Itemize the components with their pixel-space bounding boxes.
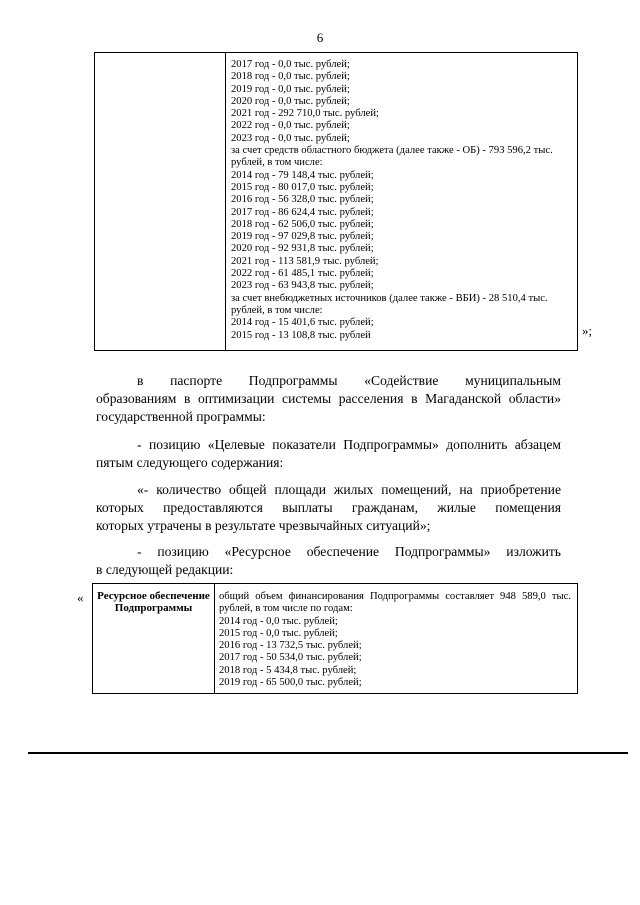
funding-line: 2018 год - 0,0 тыс. рублей; bbox=[231, 71, 350, 83]
funding-line: 2020 год - 92 931,8 тыс. рублей; bbox=[231, 243, 374, 255]
table-label-cell bbox=[95, 53, 226, 350]
funding-line: 2016 год - 56 328,0 тыс. рублей; bbox=[231, 194, 374, 206]
paragraph-line: в паспорте Подпрограммы «Содействие муниципальным bbox=[137, 373, 561, 388]
paragraph-line: государственной программы: bbox=[96, 409, 266, 424]
closing-quote: »; bbox=[582, 323, 593, 338]
funding-line: 2020 год - 0,0 тыс. рублей; bbox=[231, 95, 350, 107]
funding-line: 2021 год - 292 710,0 тыс. рублей; bbox=[231, 108, 379, 120]
funding-line: 2014 год - 15 401,6 тыс. рублей; bbox=[231, 317, 374, 329]
page-number: 6 bbox=[316, 30, 324, 45]
funding-total-line: общий объем финансирования Подпрограммы составляет 948 589,0 тыс. рублей, в том числе по годам: bbox=[219, 591, 571, 615]
table-value-cell bbox=[231, 59, 571, 342]
funding-line: 2016 год - 13 732,5 тыс. рублей; bbox=[219, 640, 362, 652]
funding-line: 2018 год - 62 506,0 тыс. рублей; bbox=[231, 218, 374, 230]
table-value-cell bbox=[219, 591, 571, 689]
funding-line: 2018 год - 5 434,8 тыс. рублей; bbox=[219, 664, 357, 676]
funding-line: 2014 год - 0,0 тыс. рублей; bbox=[219, 615, 338, 627]
resource-table bbox=[92, 583, 578, 694]
funding-source-line: за счет внебюджетных источников (далее также - ВБИ) - 28 510,4 тыс. рублей, в том числе: bbox=[231, 292, 548, 316]
paragraph-line: которых утрачены в результате чрезвычайных ситуаций»; bbox=[96, 518, 431, 533]
funding-line: 2023 год - 63 943,8 тыс. рублей; bbox=[231, 280, 374, 292]
funding-line: 2019 год - 97 029,8 тыс. рублей; bbox=[231, 231, 374, 243]
paragraph-line: - позицию «Ресурсное обеспечение Подпрограммы» изложить bbox=[137, 544, 561, 559]
page-divider bbox=[28, 752, 628, 754]
paragraph-line: пятым следующего содержания: bbox=[96, 455, 284, 470]
paragraph-line: в следующей редакции: bbox=[96, 562, 234, 577]
funding-line: 2021 год - 113 581,9 тыс. рублей; bbox=[231, 255, 379, 267]
paragraph-line: - позицию «Целевые показатели Подпрограммы» дополнить абзацем bbox=[137, 437, 561, 452]
funding-line: 2015 год - 13 108,8 тыс. рублей bbox=[231, 329, 371, 341]
funding-line: 2019 год - 65 500,0 тыс. рублей; bbox=[219, 677, 362, 689]
funding-line: 2023 год - 0,0 тыс. рублей; bbox=[231, 132, 350, 144]
funding-line: 2017 год - 50 534,0 тыс. рублей; bbox=[219, 652, 362, 664]
funding-line: 2017 год - 0,0 тыс. рублей; bbox=[231, 59, 350, 70]
table-header-label: Ресурсное обеспечение Подпрограммы bbox=[97, 590, 210, 614]
funding-line: 2015 год - 80 017,0 тыс. рублей; bbox=[231, 181, 374, 193]
funding-line: 2019 год - 0,0 тыс. рублей; bbox=[231, 83, 350, 95]
paragraph-line: «- количество общей площади жилых помещений, на приобретение bbox=[137, 482, 561, 497]
funding-line: 2014 год - 79 148,4 тыс. рублей; bbox=[231, 169, 374, 181]
table-label-cell bbox=[93, 584, 215, 693]
opening-quote: « bbox=[77, 590, 84, 605]
funding-source-line: за счет средств областного бюджета (далее также - ОБ) - 793 596,2 тыс. рублей, в том числе: bbox=[231, 145, 553, 169]
funding-line: 2015 год - 0,0 тыс. рублей; bbox=[219, 627, 338, 639]
paragraph-line: образованиям в оптимизации системы расселения в Магаданской области» bbox=[96, 391, 561, 406]
paragraph-line: которых предоставляются выплаты гражданам, жилые помещения bbox=[96, 500, 561, 515]
funding-line: 2022 год - 61 485,1 тыс. рублей; bbox=[231, 268, 374, 280]
funding-line: 2022 год - 0,0 тыс. рублей; bbox=[231, 120, 350, 132]
resource-table-continued bbox=[94, 52, 578, 351]
funding-line: 2017 год - 86 624,4 тыс. рублей; bbox=[231, 206, 374, 218]
